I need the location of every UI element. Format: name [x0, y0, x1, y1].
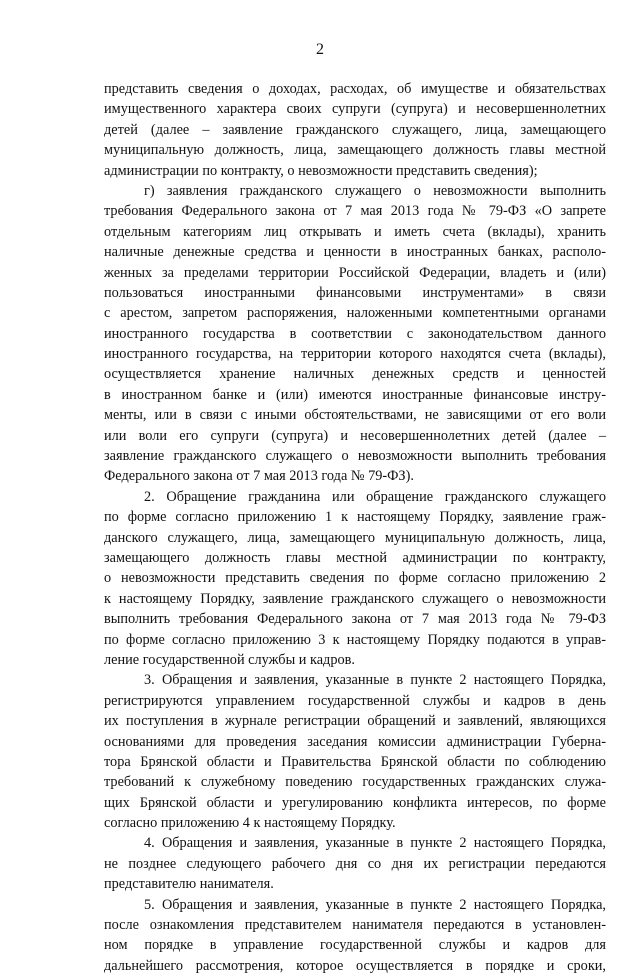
text-line: замещающего должность главы местной администрации по контракту,: [104, 549, 606, 566]
text-line: основаниями для проведения заседания комиссии администрации Губерна-: [104, 733, 606, 750]
text-line: детей (далее – заявление гражданского служащего, лица, замещающего: [104, 121, 606, 138]
text-line: заявление гражданского служащего о невозможности выполнить требования: [104, 448, 606, 465]
text-line: тора Брянской области и Правительства Брянской области по соблюдению: [104, 753, 606, 770]
document-body: [104, 79, 606, 976]
text-line: отдельным категориям лиц открывать и иметь счета (вклады), хранить: [104, 223, 606, 240]
text-line: 5. Обращения и заявления, указанные в пункте 2 настоящего Порядка,: [144, 896, 606, 913]
text-line: женных за пределами территории Российской Федерации, владеть и (или): [104, 264, 606, 281]
text-line: Федерального закона от 7 мая 2013 года № 79-ФЗ).: [104, 468, 414, 485]
text-line: администрации по контракту, о невозможности представить сведения);: [104, 162, 538, 179]
text-line: к настоящему Порядку, заявление гражданского служащего о невозможности: [104, 590, 606, 607]
text-line: после ознакомления представителем нанимателя передаются в установлен-: [104, 917, 606, 934]
text-line: представить сведения о доходах, расходах, об имуществе и обязательствах: [104, 81, 606, 97]
text-line: или воли его супруги (супруга) и несовершеннолетних детей (далее –: [104, 427, 606, 444]
text-line: согласно приложению 4 к настоящему Порядку.: [104, 815, 396, 832]
text-line: с арестом, запретом распоряжения, наложенными компетентными органами: [104, 305, 606, 322]
text-line: щих Брянской области и урегулированию конфликта интересов, по форме: [104, 794, 606, 811]
text-line: ном порядке в управление государственной службы и кадров для: [104, 937, 606, 954]
text-line: требования Федерального закона от 7 мая 2013 года № 79-ФЗ «О запрете: [104, 203, 606, 220]
text-line: осуществляется хранение наличных денежных средств и ценностей: [104, 366, 606, 383]
text-line: их поступления в журнале регистрации обращений и заявлений, являющихся: [104, 713, 606, 730]
text-line: не позднее следующего рабочего дня со дня их регистрации передаются: [104, 855, 606, 872]
text-line: 2. Обращение гражданина или обращение гражданского служащего: [144, 488, 606, 505]
text-line: имущественного характера своих супруги (супруга) и несовершеннолетних: [104, 101, 606, 118]
text-line: регистрируются управлением государственной службы и кадров в день: [104, 692, 606, 709]
text-line: пользоваться иностранными финансовыми инструментами» в связи: [104, 284, 606, 301]
text-line: представителю нанимателя.: [104, 876, 274, 893]
text-line: г) заявления гражданского служащего о невозможности выполнить: [144, 182, 606, 199]
page-number: 2: [316, 41, 324, 58]
text-line: муниципальную должность, лица, замещающего должность главы местной: [104, 142, 606, 159]
text-line: в иностранном банке и (или) имеются иностранные финансовые инстру-: [104, 386, 606, 403]
text-line: по форме согласно приложению 3 к настоящему Порядку подаются в управ-: [104, 631, 606, 648]
text-line: 3. Обращения и заявления, указанные в пункте 2 настоящего Порядка,: [144, 672, 606, 689]
text-line: иностранного государства в соответствии с законодательством данного: [104, 325, 606, 342]
text-line: иностранного государства, на территории которого находятся счета (вклады),: [104, 346, 606, 363]
text-line: ление государственной службы и кадров.: [104, 651, 355, 668]
text-line: менты, или в связи с иными обстоятельствами, не зависящими от его воли: [104, 407, 606, 424]
text-line: по форме согласно приложению 1 к настоящему Порядку, заявление граж-: [104, 509, 606, 526]
text-line: данского служащего, лица, замещающего муниципальную должность, лица,: [104, 529, 606, 546]
text-line: дальнейшего рассмотрения, которое осуществляется в порядке и сроки,: [104, 957, 606, 974]
text-line: 4. Обращения и заявления, указанные в пункте 2 настоящего Порядка,: [144, 835, 606, 852]
text-line: выполнить требования Федерального закона от 7 мая 2013 года № 79-ФЗ: [104, 611, 606, 628]
text-line: требований к служебному поведению государственных гражданских служа-: [104, 774, 606, 791]
text-line: о невозможности представить сведения по форме согласно приложению 2: [104, 570, 606, 587]
text-line: наличные денежные средства и ценности в иностранных банках, располо-: [104, 244, 606, 261]
